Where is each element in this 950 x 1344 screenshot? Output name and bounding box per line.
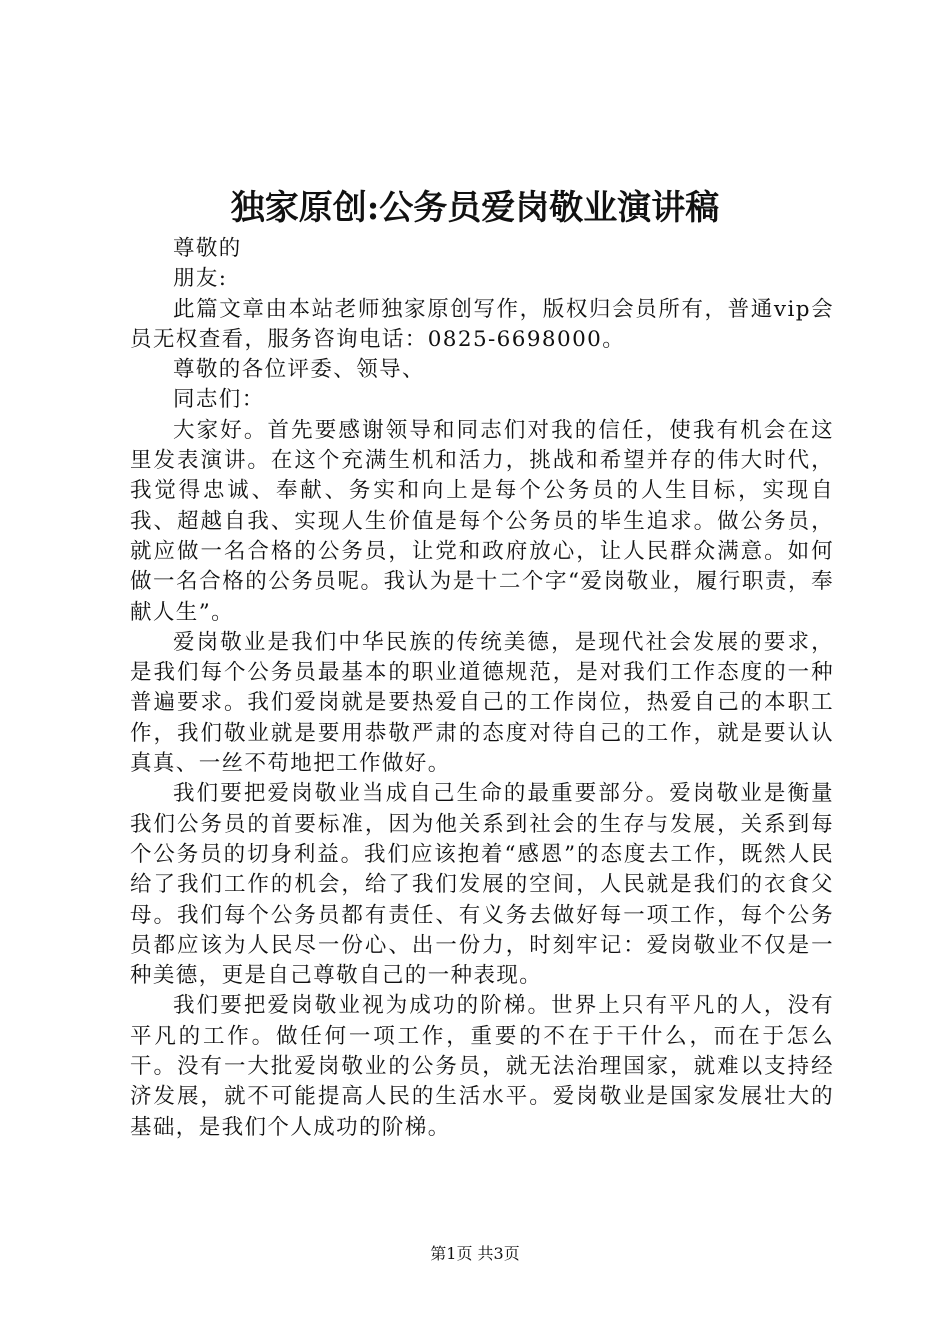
greeting-line-2: 同志们： xyxy=(173,387,265,413)
document-body xyxy=(130,234,834,1143)
page-number-footer: 第1页 共3页 xyxy=(430,1244,520,1263)
salutation-line-2: 朋友: xyxy=(173,266,228,292)
salutation-line-1: 尊敬的 xyxy=(173,236,242,261)
copyright-notice: 此篇文章由本站老师独家原创写作，版权归会员所有，普通vip会员无权查看，服务咨询电话：0825-6698000。 xyxy=(130,296,834,352)
greeting-line-1: 尊敬的各位评委、领导、 xyxy=(173,357,425,383)
document-title: 独家原创:公务员爱岗敬业演讲稿 xyxy=(230,188,720,228)
paragraph: 爱岗敬业是我们中华民族的传统美德，是现代社会发展的要求，是我们每个公务员最基本的职业道德规范，是对我们工作态度的一种普遍要求。我们爱岗就是要热爱自己的工作岗位，热爱自己的本职工作，我们敬业就是要用恭敬严肃的态度对待自己的工作，就是要认认真真、一丝不苟地把工作做好。 xyxy=(130,629,834,777)
paragraph: 我们要把爱岗敬业当成自己生命的最重要部分。爱岗敬业是衡量我们公务员的首要标准，因为他关系到社会的生存与发展，关系到每个公务员的切身利益。我们应该抱着“感恩”的态度去工作，既然人民给了我们工作的机会，给了我们发展的空间，人民就是我们的衣食父母。我们每个公务员都有责任、有义务去做好每一项工作，每个公务员都应该为人民尽一份心、出一份力，时刻牢记：爱岗敬业不仅是一种美德，更是自己尊敬自己的一种表现。 xyxy=(130,781,834,989)
paragraph: 我们要把爱岗敬业视为成功的阶梯。世界上只有平凡的人，没有平凡的工作。做任何一项工作，重要的不在于干什么，而在于怎么干。没有一大批爱岗敬业的公务员，就无法治理国家，就难以支持经济发展，就不可能提高人民的生活水平。爱岗敬业是国家发展壮大的基础，是我们个人成功的阶梯。 xyxy=(130,993,834,1140)
paragraph: 大家好。首先要感谢领导和同志们对我的信任，使我有机会在这里发表演讲。在这个充满生机和活力，挑战和希望并存的伟大时代，我觉得忠诚、奉献、务实和向上是每个公务员的人生目标，实现自我、超越自我、实现人生价值是每个公务员的毕生追求。做公务员，就应做一名合格的公务员，让党和政府放心，让人民群众满意。如何做一名合格的公务员呢。我认为是十二个字“爱岗敬业，履行职责，奉献人生”。 xyxy=(130,417,834,625)
